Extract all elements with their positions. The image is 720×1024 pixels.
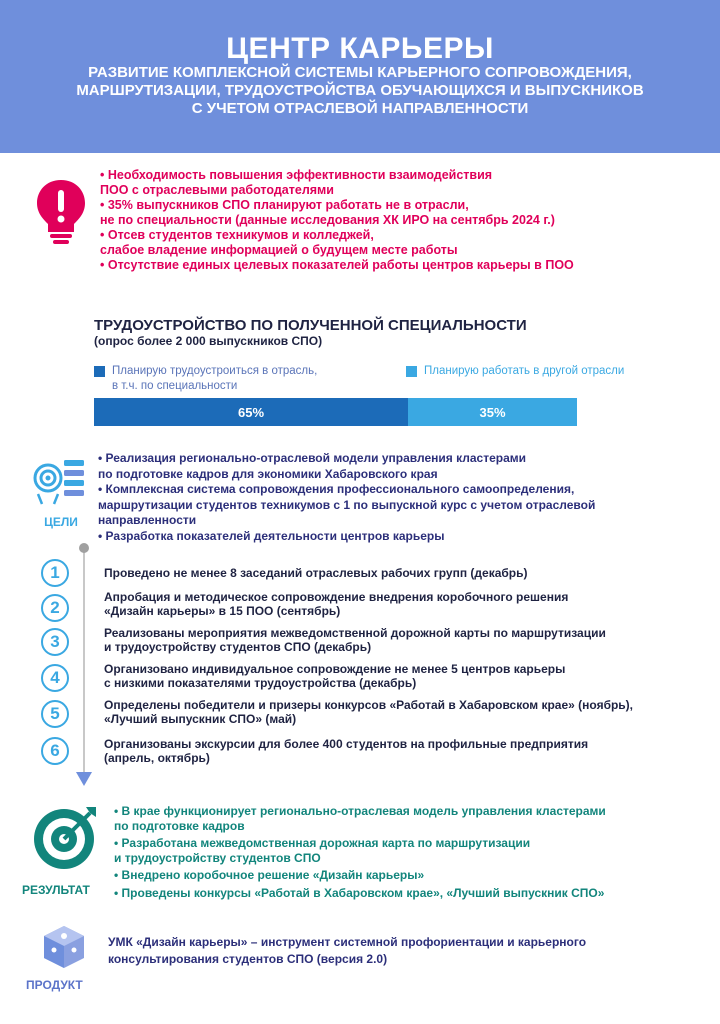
legend-item-other-field (406, 364, 686, 380)
goal-line: по подготовке кадров для экономики Хабаровского края (98, 466, 438, 481)
subtitle-line: РАЗВИТИЕ КОМПЛЕКСНОЙ СИСТЕМЫ КАРЬЕРНОГО СОПРОВОЖДЕНИЯ, (88, 64, 632, 81)
bar-value-label: 35% (479, 404, 506, 420)
legend-swatch (406, 366, 417, 377)
legend-label: в т.ч. по специальности (112, 380, 238, 392)
step-line: с низкими показателями трудоустройства (декабрь) (104, 676, 417, 690)
problem-line: • Отсутствие единых целевых показателей работы центров карьеры в ПОО (100, 258, 574, 272)
result-label: РЕЗУЛЬТАТ (22, 883, 90, 897)
step-line: Определены победители и призеры конкурсов «Работай в Хабаровском крае» (ноябрь), (104, 698, 634, 712)
step-text (104, 626, 704, 654)
goals-list (98, 451, 698, 544)
page-subtitle (60, 64, 660, 118)
problem-line: • Отсев студентов техникумов и колледжей, (100, 228, 374, 242)
step-text (104, 698, 704, 726)
step-line: Реализованы мероприятия межведомственной дорожной карты по маршрутизации (104, 626, 606, 640)
target-arrow-icon (30, 803, 100, 873)
step-number: 6 (41, 737, 69, 765)
bar-segment (94, 398, 408, 426)
legend-item-in-field (94, 364, 384, 394)
step-line: «Дизайн карьеры» в 15 ПОО (сентябрь) (104, 604, 341, 618)
exclamation-lightbulb-icon (34, 178, 88, 246)
result-line: • Проведены конкурсы «Работай в Хабаровском крае», «Лучший выпускник СПО» (114, 885, 605, 900)
target-checklist-icon (32, 456, 88, 508)
step-number: 5 (41, 700, 69, 728)
problem-line: слабое владение информацией о будущем месте работы (100, 243, 458, 257)
legend-swatch (94, 366, 105, 377)
result-line: • Внедрено коробочное решение «Дизайн карьеры» (114, 868, 425, 882)
product-label: ПРОДУКТ (26, 978, 83, 992)
problem-line: не по специальности (данные исследования ХК ИРО на сентябрь 2024 г.) (100, 213, 555, 227)
result-line: • Разработана межведомственная дорожная карта по маршрутизации (114, 836, 531, 850)
header-banner (0, 0, 720, 153)
step-number: 4 (41, 664, 69, 692)
step-number: 3 (41, 628, 69, 656)
result-item (114, 836, 704, 865)
subtitle-line: МАРШРУТИЗАЦИИ, ТРУДОУСТРОЙСТВА ОБУЧАЮЩИХСЯ И ВЫПУСКНИКОВ (76, 82, 644, 99)
arrow-down-icon (76, 772, 92, 786)
result-item (114, 868, 704, 883)
legend-label: Планирую работать в другой отрасли (424, 365, 625, 377)
product-text (108, 934, 668, 968)
subtitle-line: С УЧЕТОМ ОТРАСЛЕВОЙ НАПРАВЛЕННОСТИ (191, 100, 529, 117)
result-item (114, 886, 704, 901)
step-line: и трудоустройству студентов СПО (декабрь) (104, 640, 372, 654)
result-line: и трудоустройству студентов СПО (114, 850, 321, 865)
bar-segment (408, 398, 577, 426)
goal-line: • Комплексная система сопровождения профессионального самоопределения, (98, 482, 575, 496)
step-line: «Лучший выпускник СПО» (май) (104, 712, 297, 726)
goal-line: направленности (98, 513, 197, 527)
goal-line: • Разработка показателей деятельности центров карьеры (98, 528, 445, 543)
problem-line: • 35% выпускников СПО планируют работать не в отрасли, (100, 198, 469, 212)
step-number: 1 (41, 559, 69, 587)
problem-line: • Необходимость повышения эффективности взаимодействия (100, 168, 493, 182)
legend-label: Планирую трудоустроиться в отрасль, (112, 365, 318, 377)
step-text (104, 590, 704, 618)
box-cube-icon (42, 924, 86, 970)
step-line: Организованы экскурсии для более 400 студентов на профильные предприятия (104, 737, 589, 751)
bar-value-label: 65% (237, 404, 265, 420)
problems-list (100, 168, 700, 273)
timeline-start-dot (79, 543, 89, 553)
step-text (104, 737, 704, 765)
timeline-line (83, 547, 85, 783)
step-line: Апробация и методическое сопровождение внедрения коробочного решения (104, 590, 569, 604)
result-line: по подготовке кадров (114, 818, 245, 833)
employment-title: ТРУДОУСТРОЙСТВО ПО ПОЛУЧЕННОЙ СПЕЦИАЛЬНОСТИ (94, 317, 527, 334)
page-title: ЦЕНТР КАРЬЕРЫ (226, 32, 494, 65)
stacked-bar (94, 398, 577, 426)
product-line: УМК «Дизайн карьеры» – инструмент системной профориентации и карьерного (108, 935, 587, 949)
goal-line: маршрутизации студентов техникумов с 1 по выпускной курс с учетом отраслевой (98, 497, 596, 512)
step-text (104, 662, 704, 690)
step-line: Проведено не менее 8 заседаний отраслевых рабочих групп (декабрь) (104, 566, 528, 580)
problem-line: ПОО с отраслевыми работодателями (100, 183, 334, 197)
goals-label: ЦЕЛИ (44, 515, 78, 529)
employment-subtitle: (опрос более 2 000 выпускников СПО) (94, 334, 323, 348)
step-number: 2 (41, 594, 69, 622)
goal-line: • Реализация регионально-отраслевой модели управления кластерами (98, 451, 527, 465)
result-item (114, 804, 704, 833)
product-line: консультирования студентов СПО (версия 2.0) (108, 952, 388, 966)
results-list (114, 804, 704, 903)
step-line: Организовано индивидуальное сопровождение не менее 5 центров карьеры (104, 662, 566, 676)
step-line: (апрель, октябрь) (104, 751, 210, 765)
step-text (104, 566, 704, 580)
result-line: • В крае функционирует регионально-отраслевая модель управления кластерами (114, 804, 606, 818)
